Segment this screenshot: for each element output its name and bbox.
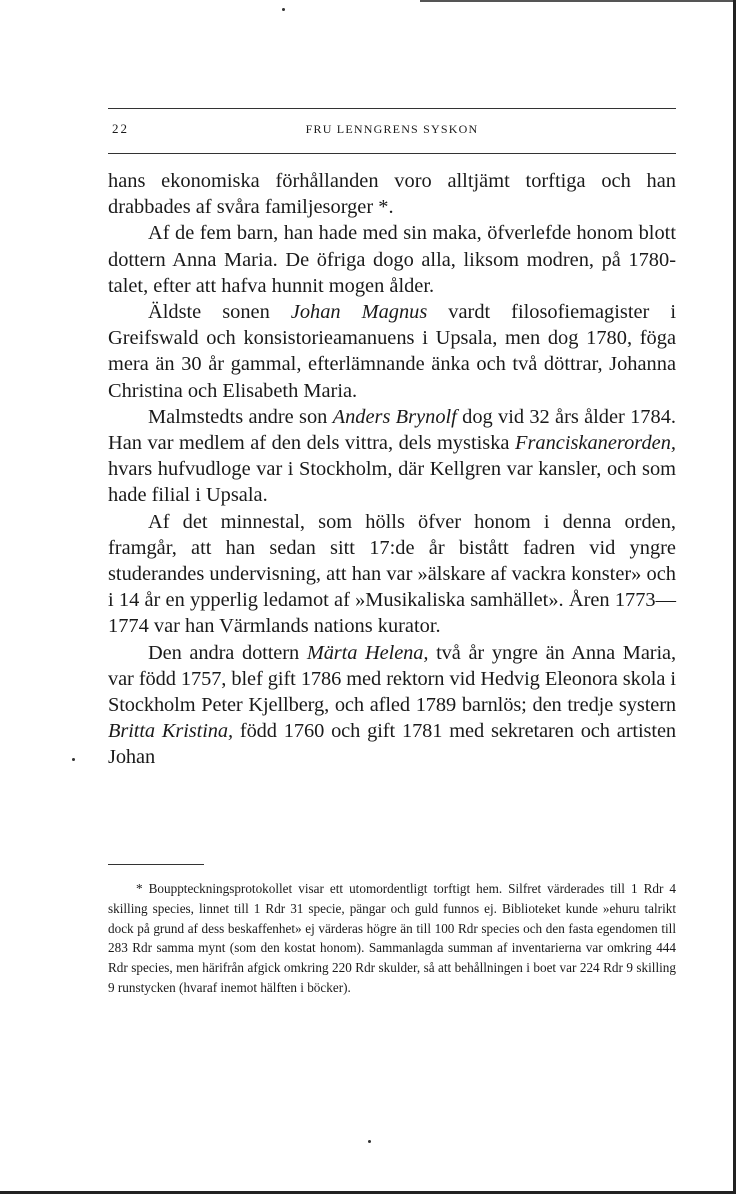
scan-speck — [368, 1140, 371, 1143]
text-run: hans ekonomiska förhållanden voro alltjämt torftiga och han drabbades af svåra familjesorger *. — [108, 170, 676, 219]
paragraph — [108, 640, 676, 771]
body-text — [108, 168, 676, 771]
paragraph — [108, 299, 676, 404]
text-run: Af de fem barn, han hade med sin maka, öfverlefde honom blott dottern Anna Maria. De öfriga dogo alla, liksom modren, på 1780-talet, efter att hafva hunnit mogen ålder. — [108, 222, 676, 297]
paragraph — [108, 168, 676, 220]
footnote — [108, 879, 676, 998]
person-name-italic: Johan Magnus — [290, 301, 428, 324]
text-run: Malmstedts andre son — [148, 405, 333, 428]
footnote-text: * Bouppteckningsprotokollet visar ett utomordentligt torftigt hem. Silfret värderades till 1 Rdr 4 skilling species, linnet till 1 Rdr 31 specie, pängar och guld funnos ej. Biblioteket kunde »ehuru talrikt dock på grund af dess beskaffenhet» ej värderas högre än till 100 Rdr species och den fasta egendomen till 283 Rdr samma mynt (som den kostat honom). Sammanlagda summan af inventarierna var omkring 444 Rdr species, men härifrån afgick omkring 220 Rdr skulder, så att behållningen i boet var 224 Rdr 9 skilling 9 runstycken (hvaraf inemot hälften i böcker). — [108, 881, 676, 995]
text-run: Äldste sonen — [148, 301, 291, 324]
text-run: dog vid 32 års ålder 1784. Han var medlem af den dels vittra, dels mystiska — [108, 405, 676, 455]
page-number: 22 — [112, 121, 129, 136]
text-run: Den andra dottern — [148, 641, 307, 664]
paragraph — [108, 404, 676, 509]
person-name-italic: Anders Brynolf — [332, 405, 457, 428]
text-run: född 1760 och gift 1781 med sekretaren och artisten Johan — [108, 720, 676, 769]
scan-speck — [282, 8, 285, 11]
order-name-italic: Franciskanerorden, — [514, 432, 676, 455]
text-run: vardt filosofiemagister i Greifswald och konsistorieamanuens i Upsala, men dog 1780, föga mera än 30 år gammal, efterlämnande änka och två döttrar, Johanna Christina och Elisabeth Maria. — [108, 301, 676, 402]
paragraph — [108, 509, 676, 640]
person-name-italic: Märta Helena, — [306, 641, 429, 664]
header-rule-top — [108, 108, 676, 109]
running-title: FRU LENNGRENS SYSKON — [305, 122, 479, 136]
person-name-italic: Britta Kristina, — [108, 720, 233, 743]
text-run: två år yngre än Anna Maria, var född 1757, blef gift 1786 med rektorn vid Hedvig Eleonora skola i Stockholm Peter Kjellberg, och afled 1789 barnlös; den tredje systern — [108, 641, 676, 717]
paragraph — [108, 220, 676, 299]
text-run: hvars hufvudloge var i Stockholm, där Kellgren var kansler, och som hade filial i Upsala. — [108, 458, 676, 507]
page-header — [108, 121, 676, 143]
scan-speck — [72, 758, 75, 761]
text-run: Af det minnestal, som hölls öfver honom i denna orden, framgår, att han sedan sitt 17:de år bistått fadren vid yngre studerandes undervisning, att han var »älskare af vackra konster» och i 14 år en ypperlig ledamot af »Musikaliska samhället». Åren 1773—1774 var han Värmlands nations kurator. — [108, 510, 676, 638]
scan-edge-top — [420, 0, 736, 2]
header-rule-bottom — [108, 153, 676, 154]
footnote-rule — [108, 864, 204, 865]
